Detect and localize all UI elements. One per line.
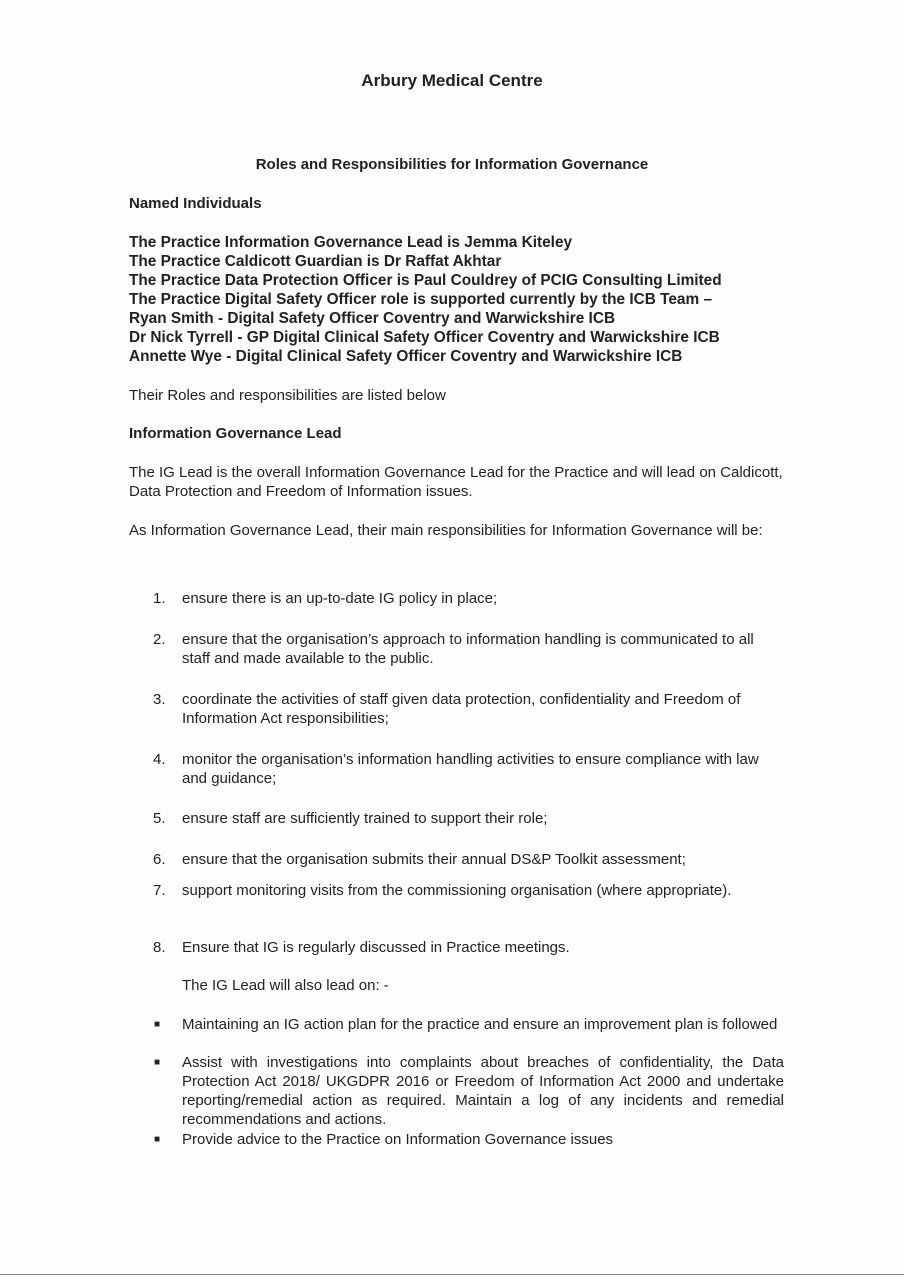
named-line: The Practice Caldicott Guardian is Dr Raffat Akhtar xyxy=(129,253,502,270)
list-number: 6. xyxy=(153,851,166,868)
also-lead-intro: The IG Lead will also lead on: - xyxy=(182,977,389,994)
list-item: monitor the organisation’s information handling activities to ensure compliance with law and guidance; xyxy=(182,751,759,787)
list-item: Ensure that IG is regularly discussed in Practice meetings. xyxy=(182,939,570,956)
bullet-item: Provide advice to the Practice on Information Governance issues xyxy=(182,1131,614,1148)
list-number: 7. xyxy=(153,882,166,899)
named-line: The Practice Digital Safety Officer role is supported currently by the ICB Team – xyxy=(129,291,713,308)
list-item: ensure there is an up-to-date IG policy in place; xyxy=(182,590,498,607)
named-line: The Practice Information Governance Lead is Jemma Kiteley xyxy=(129,234,573,251)
named-line: Annette Wye - Digital Clinical Safety Officer Coventry and Warwickshire ICB xyxy=(129,348,683,365)
ig-lead-paragraph: The IG Lead is the overall Information Governance Lead for the Practice and will lead on Caldicott, Data Protection and Freedom of Information issues. xyxy=(129,464,783,500)
page-title: Arbury Medical Centre xyxy=(361,71,543,90)
bullet-item: Maintaining an IG action plan for the practice and ensure an improvement plan is followed xyxy=(182,1016,778,1033)
list-number: 3. xyxy=(153,691,166,708)
list-number: 8. xyxy=(153,939,166,956)
page-bottom-edge xyxy=(0,1274,904,1275)
named-line: Dr Nick Tyrrell - GP Digital Clinical Safety Officer Coventry and Warwickshire ICB xyxy=(129,329,720,346)
list-item: support monitoring visits from the commissioning organisation (where appropriate). xyxy=(182,882,732,899)
ig-responsibilities-intro: As Information Governance Lead, their main responsibilities for Information Governance will be: xyxy=(129,522,763,539)
list-item: coordinate the activities of staff given data protection, confidentiality and Freedom of Information Act responsibilities; xyxy=(182,691,741,727)
list-number: 1. xyxy=(153,590,166,607)
square-bullet-icon: ■ xyxy=(154,1019,161,1030)
list-number: 5. xyxy=(153,810,166,827)
named-individuals-list xyxy=(129,233,722,366)
square-bullet-icon: ■ xyxy=(154,1134,161,1145)
named-line: Ryan Smith - Digital Safety Officer Coventry and Warwickshire ICB xyxy=(129,310,616,327)
list-number: 2. xyxy=(153,631,166,648)
ig-lead-heading: Information Governance Lead xyxy=(129,425,342,442)
list-number: 4. xyxy=(153,751,166,768)
document-subtitle: Roles and Responsibilities for Information Governance xyxy=(255,156,649,173)
list-item: ensure staff are sufficiently trained to support their role; xyxy=(182,810,548,827)
roles-intro: Their Roles and responsibilities are listed below xyxy=(129,387,446,404)
named-individuals-heading: Named Individuals xyxy=(129,195,262,212)
bullet-item: Assist with investigations into complaints about breaches of confidentiality, the Data Protection Act 2018/ UKGDPR 2016 or Freedom of Information Act 2000 and undertake reporting/remedial action as required. Maintain a log of any incidents and remedial recommendations and actions. xyxy=(182,1054,784,1128)
list-item: ensure that the organisation’s approach to information handling is communicated to all staff and made available to the public. xyxy=(182,631,754,667)
list-item: ensure that the organisation submits their annual DS&P Toolkit assessment; xyxy=(182,851,686,868)
named-line: The Practice Data Protection Officer is Paul Couldrey of PCIG Consulting Limited xyxy=(129,272,722,289)
square-bullet-icon: ■ xyxy=(154,1057,161,1068)
